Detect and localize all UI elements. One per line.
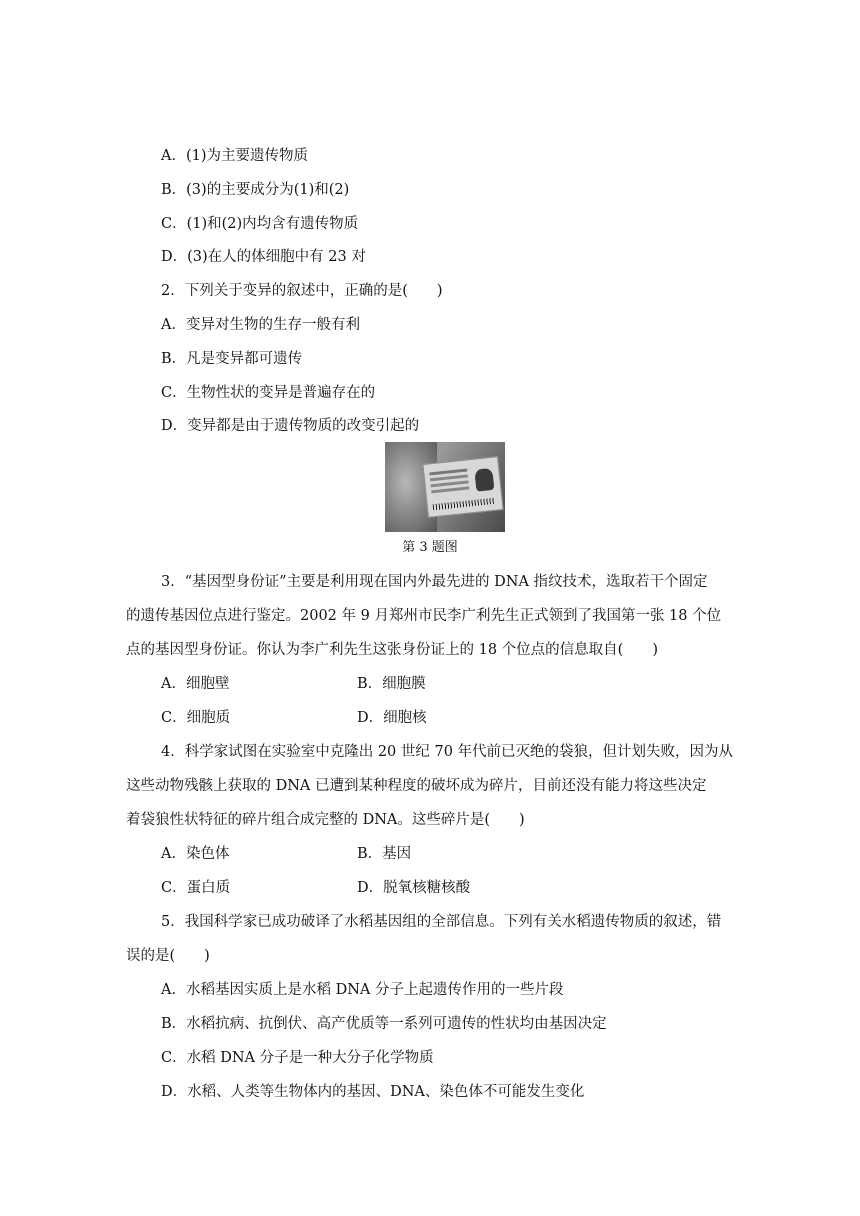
q4-line-3: 着袋狼性状特征的碎片组合成完整的 DNA。这些碎片是( ) [126,812,525,828]
q3-line-2: 的遗传基因位点进行鉴定。2002 年 9 月郑州市民李广利先生正式领到了我国第一张 18 个位 [126,608,722,624]
q2-option-d: D．变异都是由于遗传物质的改变引起的 [161,418,420,434]
q5-line-1: 5．我国科学家已成功破译了水稻基因组的全部信息。下列有关水稻遗传物质的叙述，错 [161,914,722,930]
q2-stem: 2．下列关于变异的叙述中，正确的是( ) [161,283,443,299]
q5-line-2: 误的是( ) [126,948,210,964]
q5-option-a: A．水稻基因实质上是水稻 DNA 分子上起遗传作用的一些片段 [161,982,564,998]
figure-caption: 第 3 题图 [402,540,458,555]
q4-line-2: 这些动物残骸上获取的 DNA 已遭到某种程度的破坏成为碎片，目前还没有能力将这些决定 [126,778,707,794]
q4-option-b: B．基因 [357,846,412,862]
card-portrait [474,468,494,492]
q1-option-b: B．(3)的主要成分为(1)和(2) [161,182,350,198]
id-card-photo [385,442,505,532]
q3-line-3: 点的基因型身份证。你认为李广利先生这张身份证上的 18 个位点的信息取自( ) [126,642,658,658]
q5-option-c: C．水稻 DNA 分子是一种大分子化学物质 [161,1050,434,1066]
card-text-lines [429,468,467,475]
q4-option-c: C．蛋白质 [161,880,231,896]
id-card-image [422,456,503,518]
q1-option-a: A．(1)为主要遗传物质 [161,148,309,164]
q1-option-d: D．(3)在人的体细胞中有 23 对 [161,249,366,265]
q2-option-c: C．生物性状的变异是普遍存在的 [161,385,376,401]
q3-option-b: B．细胞膜 [357,676,426,692]
q3-option-c: C．细胞质 [161,710,231,726]
q4-option-a: A．染色体 [161,846,230,862]
q3-option-d: D．细胞核 [357,710,427,726]
q1-option-c: C．(1)和(2)内均含有遗传物质 [161,216,359,232]
card-barcode [433,498,495,510]
q5-option-d: D．水稻、人类等生物体内的基因、DNA、染色体不可能发生变化 [161,1084,585,1100]
q4-line-1: 4．科学家试图在实验室中克隆出 20 世纪 70 年代前已灭绝的袋狼，但计划失败，因为从 [161,744,734,760]
q3-line-1: 3．“基因型身份证”主要是利用现在国内外最先进的 DNA 指纹技术，选取若干个固定 [161,574,708,590]
q4-option-d: D．脱氧核糖核酸 [357,880,471,896]
q2-option-a: A．变异对生物的生存一般有利 [161,317,360,333]
q3-option-a: A．细胞壁 [161,676,230,692]
q5-option-b: B．水稻抗病、抗倒伏、高产优质等一系列可遗传的性状均由基因决定 [161,1016,607,1032]
q2-option-b: B．凡是变异都可遗传 [161,351,303,367]
